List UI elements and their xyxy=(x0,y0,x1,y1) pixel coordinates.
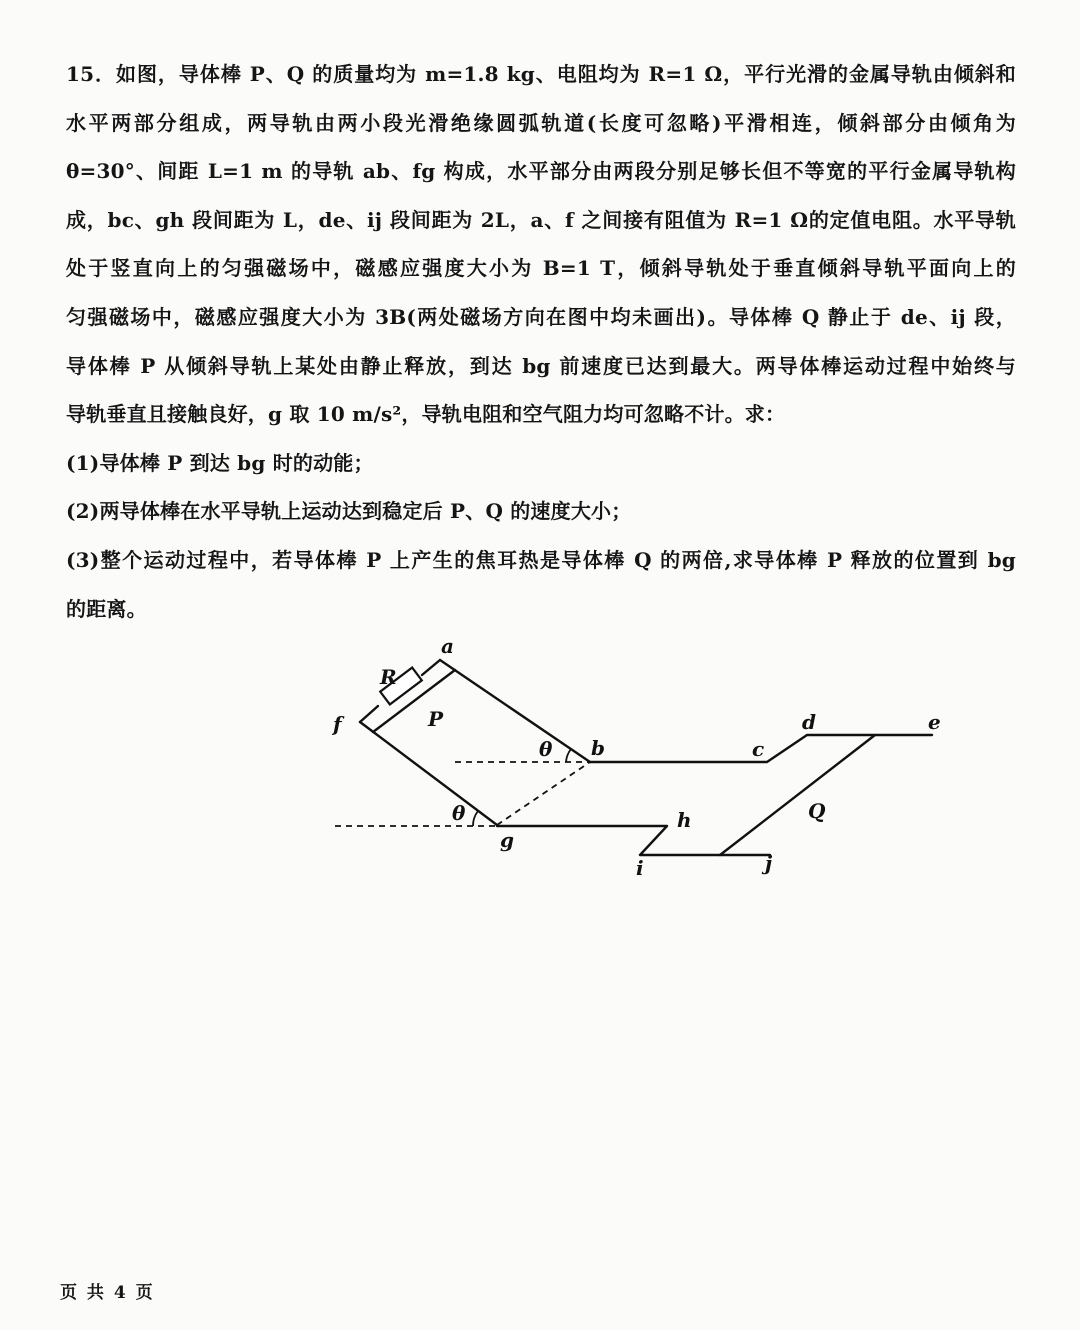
bar-q xyxy=(720,735,875,855)
label-h: h xyxy=(677,808,692,832)
question-2: (2)两导体棒在水平导轨上运动达到稳定后 P、Q 的速度大小； xyxy=(66,499,632,524)
problem-line-3: θ=30°、间距 L=1 m 的导轨 ab、fg 构成，水平部分由两段分别足够长但不等宽的平行金属导轨构 xyxy=(66,159,1016,184)
label-theta-lower: θ xyxy=(452,801,466,825)
label-d: d xyxy=(802,710,816,734)
question-1: (1)导体棒 P 到达 bg 时的动能； xyxy=(66,450,374,475)
question-3: (3)整个运动过程中，若导体棒 P 上产生的焦耳热是导体棒 Q 的两倍,求导体棒 P 释放的位置到 bg xyxy=(66,547,1016,572)
label-g: g xyxy=(500,828,514,852)
label-b: b xyxy=(591,736,605,760)
page-footer: 页 共 4 页 xyxy=(60,1283,155,1303)
label-r: R xyxy=(380,665,397,689)
connector-a xyxy=(422,660,440,675)
label-c: c xyxy=(752,737,765,761)
problem-line-4: 成，bc、gh 段间距为 L，de、ij 段间距为 2L，a、f 之间接有阻值为 R=1 Ω的定值电阻。水平导轨 xyxy=(66,207,1016,232)
label-e: e xyxy=(928,710,941,734)
problem-line-8: 导轨垂直且接触良好，g 取 10 m/s²，导轨电阻和空气阻力均可忽略不计。求： xyxy=(66,402,786,427)
label-f: f xyxy=(333,712,342,736)
angle-arc-upper xyxy=(566,749,571,762)
label-a: a xyxy=(441,634,454,658)
problem-line-2: 水平两部分组成，两导轨由两小段光滑绝缘圆弧轨道(长度可忽略)平滑相连，倾斜部分由倾角为 xyxy=(66,110,1016,135)
rail-ghij xyxy=(497,826,770,855)
label-i: i xyxy=(636,856,644,880)
problem-line-5: 处于竖直向上的匀强磁场中，磁感应强度大小为 B=1 T，倾斜导轨处于垂直倾斜导轨平面向上的 xyxy=(66,256,1016,281)
question-3-cont: 的距离。 xyxy=(66,596,147,621)
rail-fg xyxy=(360,722,497,825)
dashed-bg xyxy=(497,762,590,825)
problem-line-1: 15．如图，导体棒 P、Q 的质量均为 m=1.8 kg、电阻均为 R=1 Ω，平行光滑的金属导轨由倾斜和 xyxy=(66,62,1016,86)
problem-text xyxy=(66,62,1016,645)
connector-f xyxy=(360,706,378,722)
rail-ab xyxy=(440,660,590,762)
problem-line-7: 导体棒 P 从倾斜导轨上某处由静止释放，到达 bg 前速度已达到最大。两导体棒运动过程中始终与 xyxy=(66,353,1016,378)
label-j: j xyxy=(765,851,773,875)
angle-arc-lower xyxy=(473,811,478,826)
label-q: Q xyxy=(808,799,826,823)
label-p: P xyxy=(428,707,444,731)
label-theta-upper: θ xyxy=(539,737,553,761)
rail-diagram xyxy=(320,630,960,880)
problem-line-6: 匀强磁场中，磁感应强度大小为 3B(两处磁场方向在图中均未画出)。导体棒 Q 静止于 de、ij 段， xyxy=(66,304,1016,329)
